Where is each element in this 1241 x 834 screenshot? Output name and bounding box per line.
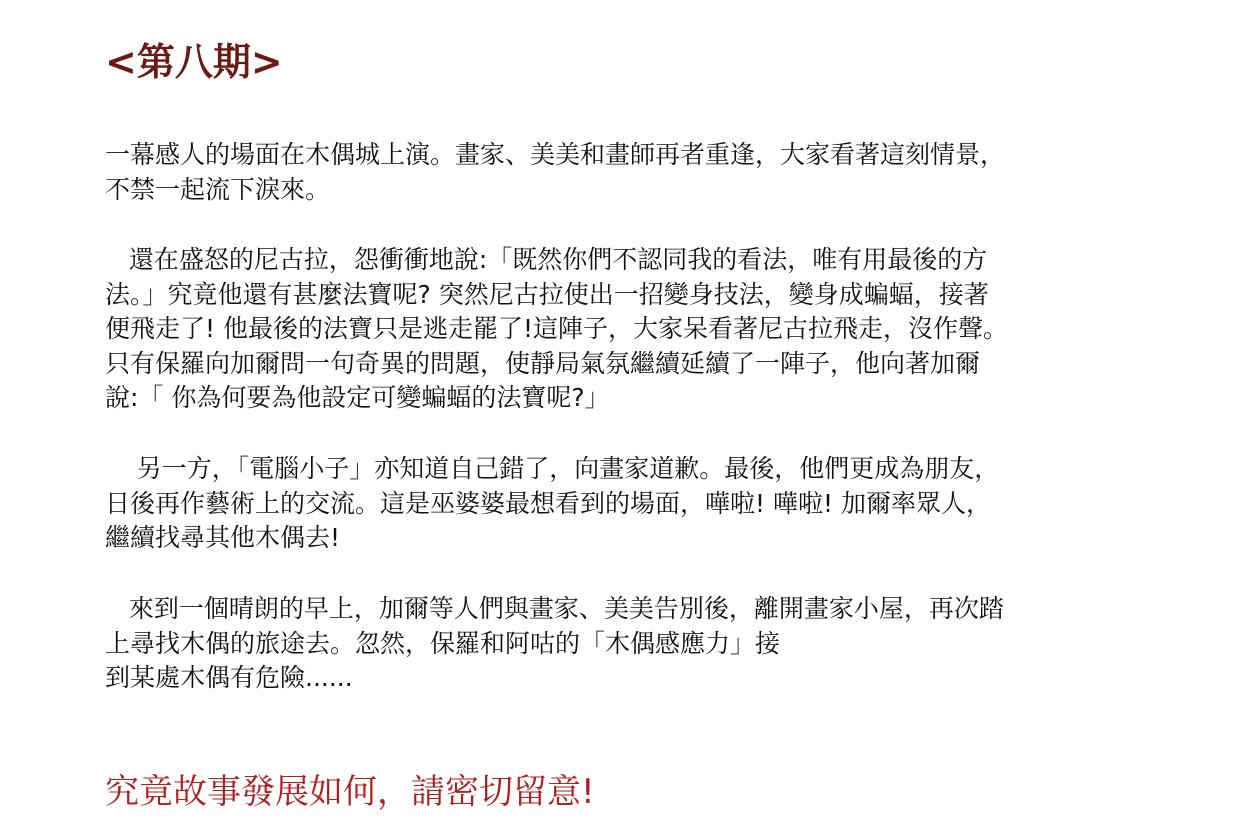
paragraph-line: 只有保羅向加爾問一句奇異的問題，使靜局氣氛繼續延續了一陣子，他向著加爾 — [105, 348, 981, 378]
episode-title: <第八期> — [105, 40, 283, 84]
paragraph-line: 一幕感人的場面在木偶城上演。畫家、美美和畫師再者重逢，大家看著這刻情景， — [105, 140, 1006, 169]
paragraph-line: 便飛走了! 他最後的法寶只是逃走罷了!這陣子，大家呆看著尼古拉飛走，沒作聲。 — [105, 314, 1008, 343]
closing-teaser: 究竟故事發展如何，請密切留意! — [105, 772, 595, 812]
paragraph-line: 還在盛怒的尼古拉，怨衝衝地說:「既然你們不認同我的看法，唯有用最後的方 — [105, 245, 988, 274]
paragraph-line: 另一方，「電腦小子」亦知道自己錯了，向畫家道歉。最後，他們更成為朋友， — [105, 454, 1000, 483]
paragraph-line: 說:「 你為何要為他設定可變蝙蝠的法寶呢?」 — [105, 383, 610, 412]
paragraph-line: 到某處木偶有危險...... — [105, 663, 353, 692]
paragraph-line: 繼續找尋其他木偶去! — [105, 523, 341, 552]
paragraph-line: 來到一個晴朗的早上，加爾等人們與畫家、美美告別後，離開畫家小屋，再次踏 — [105, 594, 1004, 623]
paragraph-line: 法。」究竟他還有甚麼法寶呢? 突然尼古拉使出一招變身技法，變身成蝙蝠，接著 — [105, 279, 989, 309]
paragraph-line: 日後再作藝術上的交流。這是巫婆婆最想看到的場面，嘩啦! 嘩啦! 加爾率眾人， — [105, 488, 991, 518]
paragraph-computer-kid — [105, 452, 999, 556]
paragraph-reunion — [105, 138, 1005, 207]
paragraph-new-journey — [105, 592, 1004, 696]
paragraph-nicola-escape — [105, 243, 1008, 416]
paragraph-line: 上尋找木偶的旅途去。忽然，保羅和阿咕的「木偶感應力」接 — [105, 628, 781, 658]
paragraph-line: 不禁一起流下淚來。 — [105, 174, 331, 204]
